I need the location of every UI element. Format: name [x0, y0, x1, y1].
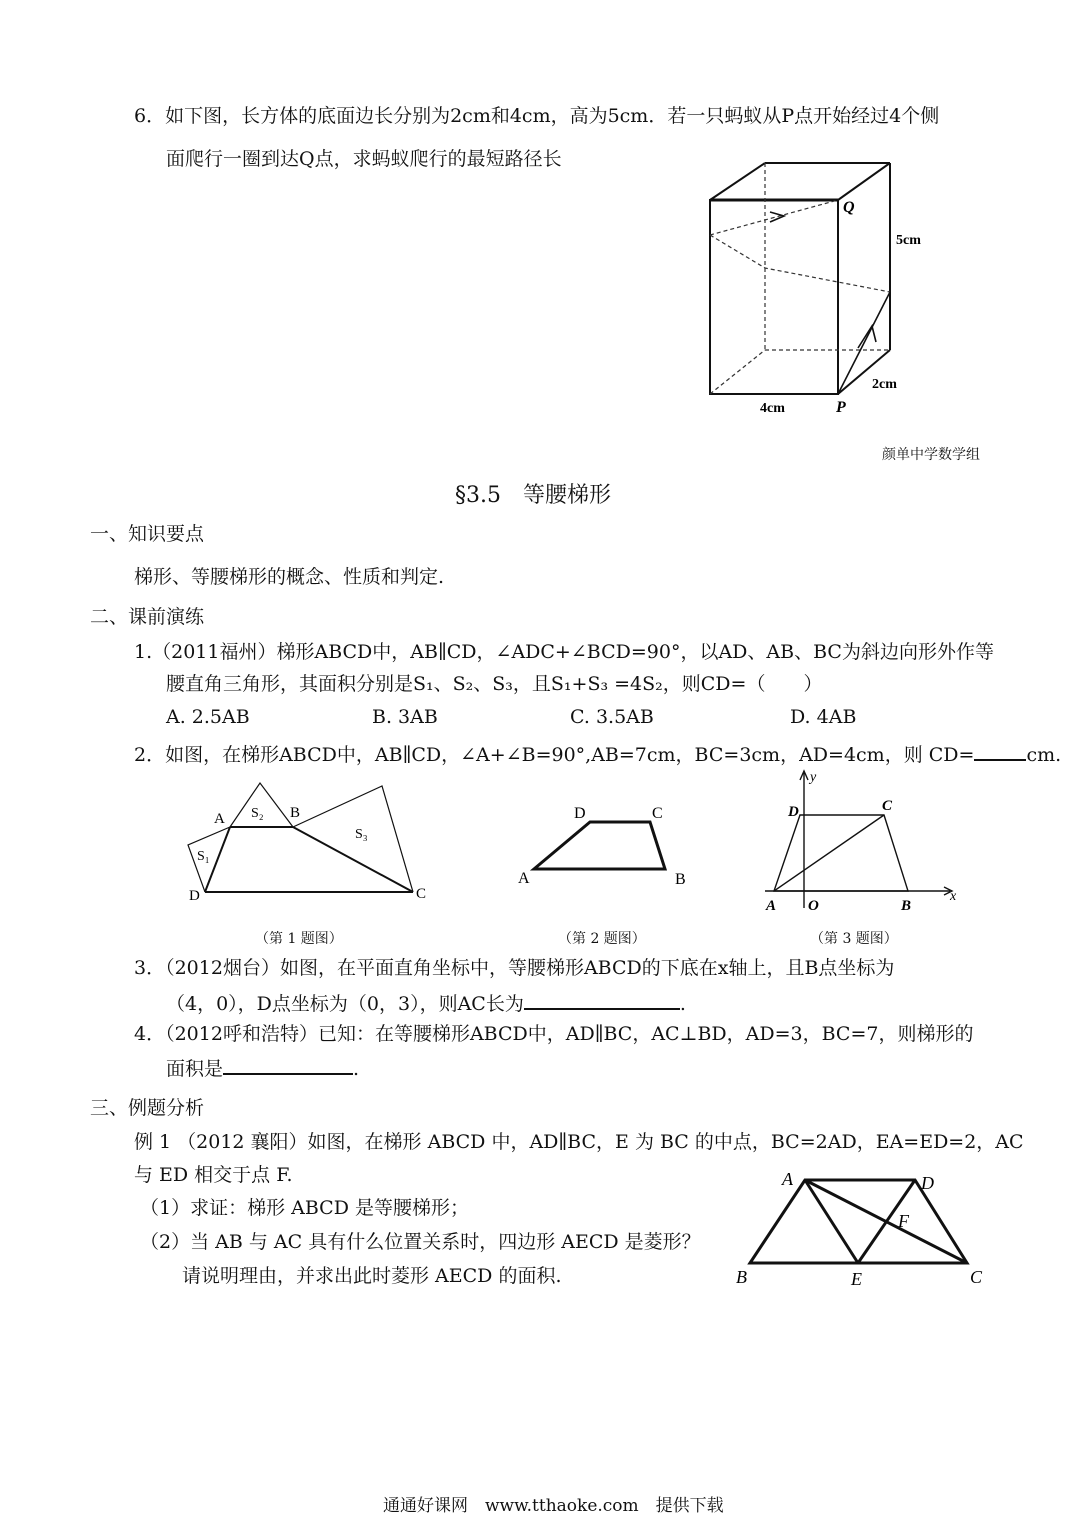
figure-2 [510, 800, 700, 900]
label-p: P [836, 399, 846, 416]
q3-blank[interactable] [524, 990, 680, 1010]
fig1-label-c: C [416, 886, 427, 902]
fig1-label-d: D [189, 888, 200, 904]
footer: 通通好课网 www.tthaoke.com 提供下载 [383, 1496, 724, 1516]
fig2-label-d: D [574, 805, 586, 822]
fig4-label-b: B [736, 1267, 747, 1287]
figure-1 [180, 780, 440, 910]
fig1-label-b: B [290, 805, 301, 821]
fig4-label-a: A [782, 1169, 793, 1189]
q6-line1: 6．如下图，长方体的底面边长分别为2cm和4cm，高为5cm．若一只蚂蚁从P点开始经过4个侧 [134, 105, 940, 127]
cuboid-figure [700, 160, 950, 420]
fig1-caption: （第 1 题图） [255, 931, 343, 947]
label-5cm: 5cm [896, 233, 921, 248]
fig2-label-b: B [675, 871, 686, 888]
q4-end: . [353, 1058, 360, 1080]
fig1-label-s3: S₃ [355, 827, 368, 842]
part1-text: 梯形、等腰梯形的概念、性质和判定. [134, 566, 445, 588]
example-sub2-line1: （2）当 AB 与 AC 具有什么位置关系时，四边形 AECD 是菱形？ [140, 1231, 701, 1253]
fig4-label-e: E [851, 1269, 862, 1289]
fig1-label-s2: S₂ [251, 806, 264, 821]
q6-line2: 面爬行一圈到达Q点，求蚂蚁爬行的最短路径长 [166, 148, 562, 170]
q3-line1: 3．（2012烟台）如图，在平面直角坐标中，等腰梯形ABCD的下底在x轴上，且B点坐标为 [134, 957, 895, 979]
fig4-label-f: F [898, 1211, 909, 1231]
q4-line2 [166, 1055, 359, 1081]
q2-text [134, 741, 1061, 767]
q3-line2 [166, 990, 686, 1016]
fig4-label-d: D [921, 1173, 934, 1193]
fig3-label-d: D [788, 804, 799, 820]
fig4-label-c: C [970, 1267, 983, 1287]
fig3-label-x: x [950, 889, 957, 904]
q4-blank[interactable] [223, 1055, 353, 1075]
example-line2: 与 ED 相交于点 F. [134, 1164, 293, 1186]
part1-heading: 一、知识要点 [90, 523, 205, 545]
section-title: §3.5 等腰梯形 [455, 483, 611, 508]
part3-heading: 三、例题分析 [90, 1097, 205, 1119]
example-line1: 例 1 （2012 襄阳）如图，在梯形 ABCD 中，AD∥BC，E 为 BC 的中点，BC=2AD，EA=ED=2，AC [134, 1131, 1024, 1153]
q2-prefix: 2．如图，在梯形ABCD中，AB∥CD，∠A+∠B=90°,AB=7cm，BC=3cm，AD=4cm，则 CD= [134, 744, 975, 766]
fig3-label-a: A [766, 898, 777, 914]
q1-option-a: A. 2.5AB [166, 706, 250, 728]
part2-heading: 二、课前演练 [90, 606, 205, 628]
label-4cm: 4cm [760, 401, 785, 416]
figure-example [730, 1160, 1000, 1290]
q3-text: （4，0），D点坐标为（0，3），则AC长为 [166, 993, 524, 1015]
fig2-label-c: C [652, 805, 663, 822]
fig2-label-a: A [518, 870, 530, 887]
q2-blank[interactable] [974, 741, 1026, 761]
fig3-label-c: C [882, 798, 893, 814]
fig3-label-y: y [810, 770, 817, 785]
q1-option-b: B. 3AB [372, 706, 438, 728]
q1-line2: 腰直角三角形，其面积分别是S₁、S₂、S₃，且S₁+S₃ =4S₂，则CD=（ ） [166, 673, 823, 695]
q4-line1: 4．（2012呼和浩特）已知：在等腰梯形ABCD中，AD∥BC，AC⊥BD，AD=3，BC=7，则梯形的 [134, 1023, 974, 1045]
fig1-label-s1: S₁ [197, 849, 210, 864]
example-sub2-line2: 请说明理由，并求出此时菱形 AECD 的面积. [182, 1265, 562, 1287]
fig3-label-b: B [901, 898, 912, 914]
fig3-label-o: O [808, 898, 819, 914]
fig2-caption: （第 2 题图） [558, 931, 646, 947]
fig3-caption: （第 3 题图） [810, 931, 898, 947]
figure-3 [760, 768, 970, 918]
q1-option-d: D. 4AB [790, 706, 857, 728]
label-q: Q [843, 199, 855, 216]
q1-line1: 1.（2011福州）梯形ABCD中，AB∥CD，∠ADC+∠BCD=90°，以AD、AB、BC为斜边向形外作等 [134, 641, 994, 663]
q1-option-c: C. 3.5AB [570, 706, 654, 728]
label-2cm: 2cm [872, 377, 897, 392]
q4-text: 面积是 [166, 1058, 224, 1080]
q3-end: . [679, 993, 686, 1015]
example-sub1: （1）求证：梯形 ABCD 是等腰梯形； [140, 1197, 469, 1219]
q2-suffix: cm. [1026, 744, 1062, 766]
fig1-label-a: A [214, 811, 225, 827]
group-note: 颜单中学数学组 [882, 447, 980, 463]
